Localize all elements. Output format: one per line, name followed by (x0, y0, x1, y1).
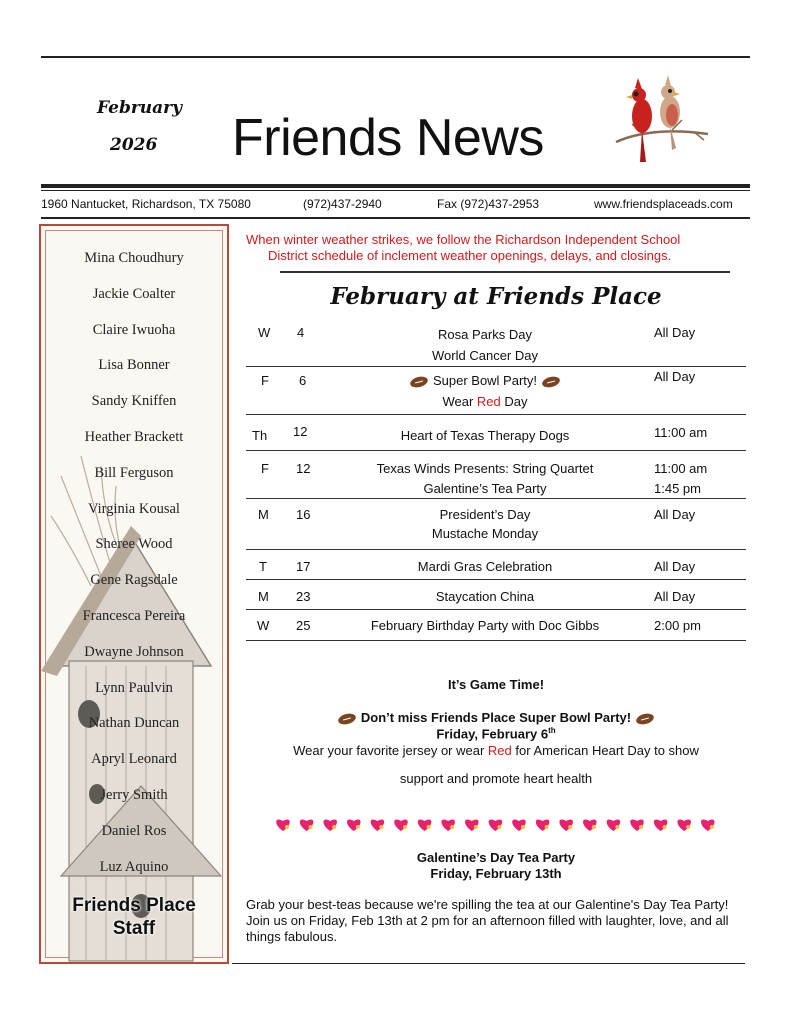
weather-notice-line2: District schedule of inclement weather openings, delays, and closings. (268, 248, 672, 263)
sparkle-icon (521, 825, 525, 829)
calendar-day: T (259, 559, 267, 574)
calendar-day: F (261, 461, 269, 476)
calendar-date: 12 (293, 424, 308, 439)
bottom-rule (232, 963, 745, 964)
super-bowl-date-suffix: th (548, 726, 556, 735)
weather-notice-line1: When winter weather strikes, we follow the Richardson Independent School (246, 232, 681, 247)
sparkle-icon (710, 825, 714, 829)
staff-name: Dwayne Johnson (84, 643, 184, 660)
super-bowl-label: Super Bowl Party! (432, 373, 538, 388)
calendar-event: Galentine’s Tea Party (423, 481, 547, 496)
calendar-event: February Birthday Party with Doc Gibbs (370, 618, 600, 633)
header-rule-thick (41, 184, 750, 188)
header-rule-thin (41, 190, 750, 191)
staff-name: Nathan Duncan (88, 715, 180, 732)
staff-sidebar (39, 224, 229, 964)
calendar-event: Mardi Gras Celebration (417, 559, 553, 574)
staff-name: Lynn Paulvin (95, 679, 173, 696)
issue-month: February (97, 98, 183, 118)
sparkle-icon (545, 825, 549, 829)
sparkle-icon (639, 825, 643, 829)
football-icon (409, 376, 429, 388)
calendar-day: Th (252, 428, 268, 443)
contact-phone: (972)437-2940 (303, 197, 382, 211)
calendar-event: Mustache Monday (431, 526, 539, 541)
calendar-time: 11:00 am (654, 425, 708, 440)
football-icon (337, 713, 357, 725)
staff-name: Jerry Smith (100, 787, 168, 803)
sparkle-icon (427, 825, 431, 829)
staff-title (41, 894, 227, 940)
calendar-row-rule (246, 549, 746, 550)
contact-fax: Fax (972)437-2953 (437, 197, 540, 211)
sparkle-icon (403, 825, 407, 829)
tea-party-heading: Galentine’s Day Tea Party (416, 850, 576, 865)
weather-notice (246, 232, 746, 264)
staff-name: Claire Iwuoha (92, 321, 176, 338)
sparkle-icon (497, 825, 501, 829)
calendar-row-rule (246, 498, 746, 499)
calendar-row-rule (246, 414, 746, 415)
jersey-line (246, 743, 746, 758)
calendar-time: 1:45 pm (654, 481, 701, 496)
super-bowl-line (246, 710, 746, 725)
calendar-date: 17 (296, 559, 311, 574)
staff-name: Heather Brackett (84, 429, 184, 445)
calendar-day: M (258, 507, 269, 522)
sparkle-icon (592, 825, 596, 829)
calendar-event: Rosa Parks Day (438, 327, 532, 342)
wear-red-highlight: Red (476, 394, 501, 409)
super-bowl-text: Don’t miss Friends Place Super Bowl Party! (360, 710, 632, 725)
calendar-time: All Day (654, 369, 696, 384)
calendar-time: 2:00 pm (654, 618, 701, 633)
calendar-date: 4 (297, 325, 305, 340)
notice-rule (280, 271, 730, 273)
staff-name: Apryl Leonard (91, 751, 177, 768)
staff-name: Gene Ragsdale (90, 572, 178, 589)
staff-name: Lisa Bonner (98, 357, 170, 374)
staff-name: Bill Ferguson (94, 464, 174, 481)
calendar-row-rule (246, 366, 746, 367)
calendar-time: All Day (654, 589, 696, 604)
sparkle-icon (309, 825, 313, 829)
staff-name: Sheree Wood (95, 536, 173, 553)
calendar-date: 25 (296, 618, 311, 633)
calendar-day: F (261, 373, 269, 388)
tea-party-body: Grab your best-teas because we're spilling the tea at our Galentine's Day Tea Party! Join us on Friday, Feb 13th at 2 pm for an afternoon filled with laughter, love, and all things fabulous. (246, 897, 729, 944)
calendar-event (350, 373, 620, 388)
hearts-divider-icon (272, 814, 722, 834)
calendar-title: February at Friends Place (330, 283, 662, 310)
sparkle-icon (379, 825, 383, 829)
contact-rule (41, 217, 750, 219)
staff-title-line1: Friends Place (72, 895, 196, 916)
sparkle-icon (450, 825, 454, 829)
sparkle-icon (568, 825, 572, 829)
calendar-day: W (257, 618, 270, 633)
cardinals-icon (612, 70, 712, 170)
jersey-line-red: Red (487, 743, 512, 758)
calendar-row-rule (246, 450, 746, 451)
sparkle-icon (615, 825, 619, 829)
birdhouse-icon (41, 456, 227, 964)
wear-red-pre: Wear (442, 394, 477, 409)
tea-party-date: Friday, February 13th (430, 866, 562, 881)
staff-name: Daniel Ros (101, 822, 167, 839)
wear-red-post: Day (500, 394, 528, 409)
calendar-date: 16 (296, 507, 311, 522)
staff-name: Luz Aquino (99, 858, 169, 875)
staff-title-line2: Staff (112, 918, 156, 939)
calendar-event: Heart of Texas Therapy Dogs (400, 428, 570, 443)
sparkle-icon (686, 825, 690, 829)
contact-address: 1960 Nantucket, Richardson, TX 75080 (41, 197, 251, 211)
football-icon (541, 376, 561, 388)
staff-name: Jackie Coalter (92, 285, 176, 302)
staff-name: Virginia Kousal (88, 500, 180, 517)
calendar-time: All Day (654, 559, 696, 574)
issue-year: 2026 (110, 135, 158, 155)
calendar-date: 23 (296, 589, 311, 604)
calendar-row-rule (246, 640, 746, 641)
super-bowl-date-text: Friday, February 6 (436, 726, 549, 742)
calendar-event (350, 394, 620, 409)
sparkle-icon (356, 825, 360, 829)
calendar-time: All Day (654, 325, 696, 340)
calendar-event: Staycation China (435, 589, 535, 604)
calendar-event: President’s Day (439, 507, 531, 522)
calendar-day: W (258, 325, 271, 340)
calendar-date: 12 (296, 461, 311, 476)
calendar-row-rule (246, 579, 746, 580)
sparkle-icon (663, 825, 667, 829)
jersey-line-post: for American Heart Day to show (511, 743, 699, 758)
game-time-heading: It’s Game Time! (447, 677, 545, 692)
calendar-row-rule (246, 609, 746, 610)
calendar-day: M (258, 589, 269, 604)
football-icon (635, 713, 655, 725)
sparkle-icon (474, 825, 478, 829)
calendar-event: World Cancer Day (432, 348, 538, 363)
contact-website[interactable]: www.friendsplaceads.com (594, 197, 733, 211)
masthead-title: Friends News (232, 109, 544, 167)
staff-name: Mina Choudhury (84, 250, 184, 266)
super-bowl-date (246, 726, 746, 741)
staff-name: Francesca Pereira (82, 608, 186, 624)
calendar-time: 11:00 am (654, 461, 708, 476)
jersey-line-pre: Wear your favorite jersey or wear (293, 743, 488, 758)
sparkle-icon (285, 825, 289, 829)
calendar-time: All Day (654, 507, 696, 522)
calendar-date: 6 (299, 373, 307, 388)
staff-name: Sandy Kniffen (91, 393, 177, 410)
top-rule (41, 56, 750, 58)
sparkle-icon (332, 825, 336, 829)
heart-health-line: support and promote heart health (399, 771, 593, 786)
calendar-event: Texas Winds Presents: String Quartet (376, 461, 594, 476)
